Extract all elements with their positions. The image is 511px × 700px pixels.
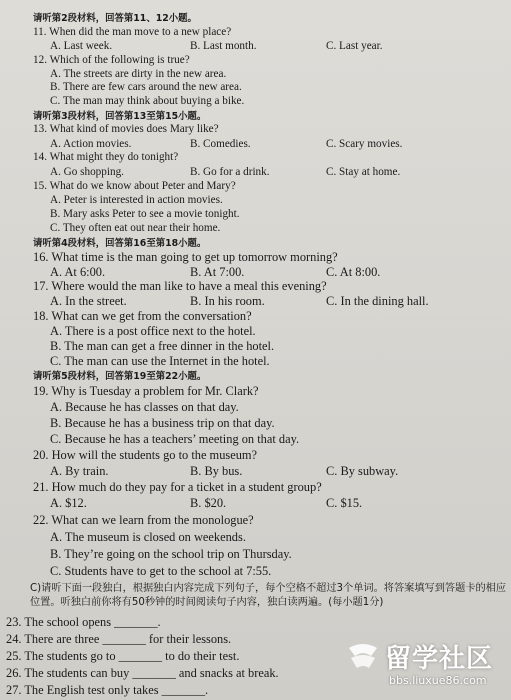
option-c: C. $15.: [326, 496, 363, 510]
question-19: 19. Why is Tuesday a problem for Mr. Clark?: [33, 384, 259, 398]
question-15-option-c: C. They often eat out near their home.: [50, 222, 221, 234]
question-18-option-c: C. The man can use the Internet in the hotel.: [50, 354, 270, 368]
option-b: B. By bus.: [190, 464, 243, 478]
question-11: 11. When did the man move to a new place?: [33, 26, 232, 38]
fill-in-27: 27. The English test only takes _______.: [6, 683, 209, 697]
question-15-option-a: A. Peter is interested in action movies.: [50, 194, 223, 206]
option-c: C. Stay at home.: [326, 166, 401, 178]
fill-in-26: 26. The students can buy _______ and snacks at break.: [6, 666, 279, 680]
question-22: 22. What can we learn from the monologue?: [33, 513, 254, 527]
question-21: 21. How much do they pay for a ticket in a student group?: [33, 480, 322, 494]
part-c-instruction: C)请听下面一段独白，根据独白内容完成下列句子，每个空格不超过3个单词。将答案填写到答题卡的相应位置。听独白前你将有50秒钟的时间阅读句子内容，独白读两遍。(每小题1分): [30, 583, 507, 608]
question-16: 16. What time is the man going to get up tomorrow morning?: [33, 250, 338, 264]
forum-logo-icon: [345, 642, 381, 672]
fill-in-25: 25. The students go to _______ to do their test.: [6, 649, 240, 663]
option-a: A. Action movies.: [50, 138, 132, 150]
option-b: B. At 7:00.: [190, 265, 245, 279]
option-b: B. Comedies.: [190, 138, 251, 150]
option-c: C. At 8:00.: [326, 265, 381, 279]
question-15: 15. What do we know about Peter and Mary?: [33, 180, 236, 192]
question-20: 20. How will the students go to the museum?: [33, 448, 258, 462]
option-b: B. Go for a drink.: [190, 166, 270, 178]
section-5-instruction: 请听第5段材料，回答第19至第22小题。: [33, 371, 207, 382]
question-12: 12. Which of the following is true?: [33, 54, 190, 66]
question-12-option-c: C. The man may think about buying a bike.: [50, 95, 245, 107]
question-22-option-c: C. Students have to get to the school at 7:55.: [50, 564, 272, 578]
question-17: 17. Where would the man like to have a meal this evening?: [33, 279, 327, 293]
option-c: C. By subway.: [326, 464, 399, 478]
question-18: 18. What can we get from the conversation?: [33, 309, 252, 323]
option-c: C. Scary movies.: [326, 138, 403, 150]
option-b: B. $20.: [190, 496, 227, 510]
fill-in-24: 24. There are three _______ for their lessons.: [6, 632, 232, 646]
section-4-instruction: 请听第4段材料，回答第16至第18小题。: [33, 238, 207, 249]
question-19-option-a: A. Because he has classes on that day.: [50, 400, 239, 414]
option-a: A. In the street.: [50, 294, 127, 308]
question-22-option-b: B. They’re going on the school trip on Thursday.: [50, 547, 292, 561]
option-b: B. In his room.: [190, 294, 265, 308]
section-3-instruction: 请听第3段材料，回答第13至第15小题。: [33, 111, 207, 122]
question-15-option-b: B. Mary asks Peter to see a movie tonight.: [50, 208, 240, 220]
option-c: C. Last year.: [326, 40, 383, 52]
watermark-url: bbs.liuxue86.com: [389, 674, 487, 687]
question-13: 13. What kind of movies does Mary like?: [33, 123, 219, 135]
watermark-title: 留学社区: [385, 644, 494, 674]
option-b: B. Last month.: [190, 40, 257, 52]
option-a: A. At 6:00.: [50, 265, 106, 279]
question-18-option-a: A. There is a post office next to the hotel.: [50, 324, 256, 338]
watermark: [345, 638, 505, 694]
option-c: C. In the dining hall.: [326, 294, 429, 308]
question-18-option-b: B. The man can get a free dinner in the hotel.: [50, 339, 275, 353]
option-a: A. By train.: [50, 464, 109, 478]
question-14: 14. What might they do tonight?: [33, 151, 179, 163]
question-19-option-c: C. Because he has a teachers’ meeting on that day.: [50, 432, 300, 446]
question-12-option-a: A. The streets are dirty in the new area.: [50, 68, 227, 80]
option-a: A. Last week.: [50, 40, 113, 52]
question-19-option-b: B. Because he has a business trip on that day.: [50, 416, 275, 430]
option-a: A. Go shopping.: [50, 166, 124, 178]
question-12-option-b: B. There are few cars around the new area.: [50, 81, 242, 93]
option-a: A. $12.: [50, 496, 87, 510]
question-22-option-a: A. The museum is closed on weekends.: [50, 530, 246, 544]
section-2-instruction: 请听第2段材料，回答第11、12小题。: [33, 13, 197, 24]
fill-in-23: 23. The school opens _______.: [6, 615, 161, 629]
